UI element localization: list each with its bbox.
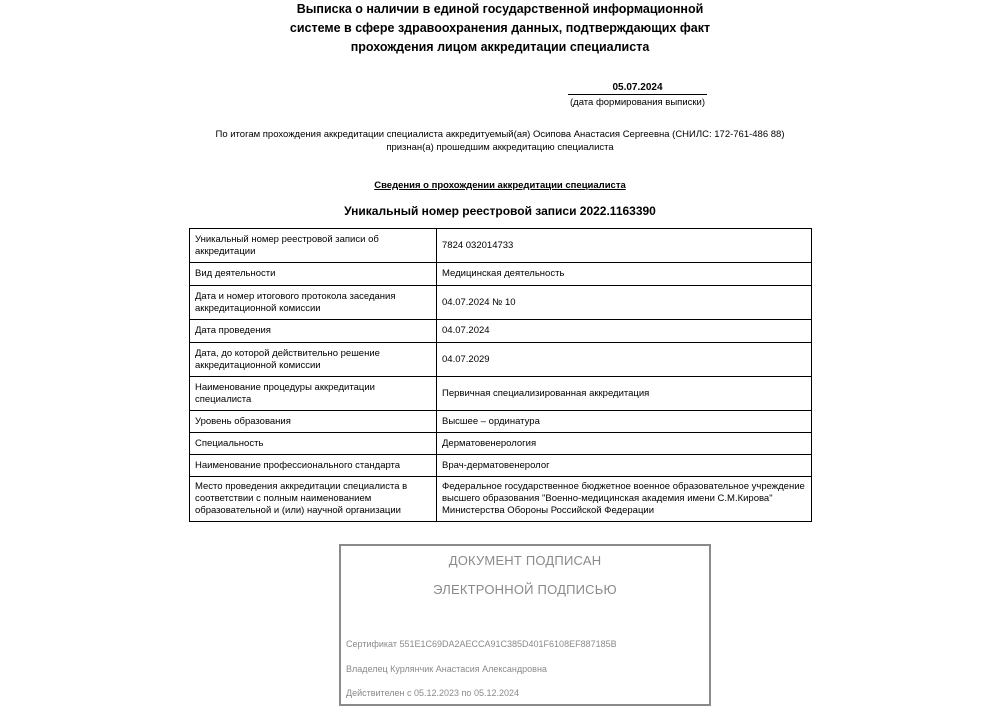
row-value: Первичная специализированная аккредитация — [437, 377, 812, 411]
title-line-2: системе в сфере здравоохранения данных, подтверждающих факт — [289, 21, 711, 35]
row-value: 04.07.2029 — [437, 343, 812, 377]
row-value: Дерматовенерология — [437, 433, 812, 455]
table-row — [190, 286, 812, 320]
accreditation-info-table — [189, 228, 812, 522]
row-label: Дата, до которой действительно решение аккредитационной комиссии — [190, 343, 437, 377]
issue-date-block — [560, 82, 715, 108]
stamp-certificate: Сертификат 551E1C69DA2AECCA91C385D401F6108EF887185B — [346, 639, 617, 649]
stamp-validity: Действителен с 05.12.2023 по 05.12.2024 — [346, 688, 519, 698]
table-row — [190, 263, 812, 286]
row-label: Дата проведения — [190, 320, 437, 343]
electronic-signature-stamp — [339, 544, 711, 706]
stamp-owner: Владелец Курлянчик Анастасия Александровна — [346, 664, 547, 674]
row-value: Федеральное государственное бюджетное военное образовательное учреждение высшего образования "Военно-медицинская академия имени С.М.Кирова" Министерства Обороны Российской Федерации — [437, 477, 812, 522]
stamp-heading-line-1: ДОКУМЕНТ ПОДПИСАН — [448, 553, 602, 568]
row-label: Уровень образования — [190, 411, 437, 433]
intro-line-2: признан(а) прошедшим аккредитацию специалиста — [386, 142, 614, 153]
row-label: Уникальный номер реестровой записи об аккредитации — [190, 229, 437, 263]
row-label: Наименование процедуры аккредитации специалиста — [190, 377, 437, 411]
table-row — [190, 229, 812, 263]
row-value: 04.07.2024 — [437, 320, 812, 343]
row-label: Специальность — [190, 433, 437, 455]
title-line-1: Выписка о наличии в единой государственной информационной — [296, 2, 704, 16]
registry-number-title: Уникальный номер реестровой записи 2022.1163390 — [344, 204, 656, 218]
issue-date-value: 05.07.2024 — [568, 82, 707, 95]
row-label: Вид деятельности — [190, 263, 437, 286]
issue-date-caption: (дата формирования выписки) — [570, 97, 705, 108]
row-value: 7824 032014733 — [437, 229, 812, 263]
table-row — [190, 455, 812, 477]
stamp-heading-line-2: ЭЛЕКТРОННОЙ ПОДПИСЬЮ — [433, 582, 617, 597]
table-row — [190, 477, 812, 522]
section-heading: Сведения о прохождении аккредитации специалиста — [374, 180, 626, 191]
row-label: Наименование профессионального стандарта — [190, 455, 437, 477]
document-title — [0, 0, 1000, 57]
row-value: Медицинская деятельность — [437, 263, 812, 286]
table-row — [190, 433, 812, 455]
table-row — [190, 411, 812, 433]
row-label: Место проведения аккредитации специалиста в соответствии с полным наименованием образовательной и (или) научной организации — [190, 477, 437, 522]
intro-line-1: По итогам прохождения аккредитации специалиста аккредитуемый(ая) Осипова Анастасия Сергеевна (СНИЛС: 172-761-486 88) — [215, 129, 785, 140]
row-value: 04.07.2024 № 10 — [437, 286, 812, 320]
table-row — [190, 377, 812, 411]
row-value: Высшее – ординатура — [437, 411, 812, 433]
table-row — [190, 320, 812, 343]
row-label: Дата и номер итогового протокола заседания аккредитационной комиссии — [190, 286, 437, 320]
table-row — [190, 343, 812, 377]
intro-paragraph — [0, 128, 1000, 154]
row-value: Врач-дерматовенеролог — [437, 455, 812, 477]
title-line-3: прохождения лицом аккредитации специалиста — [350, 40, 650, 54]
